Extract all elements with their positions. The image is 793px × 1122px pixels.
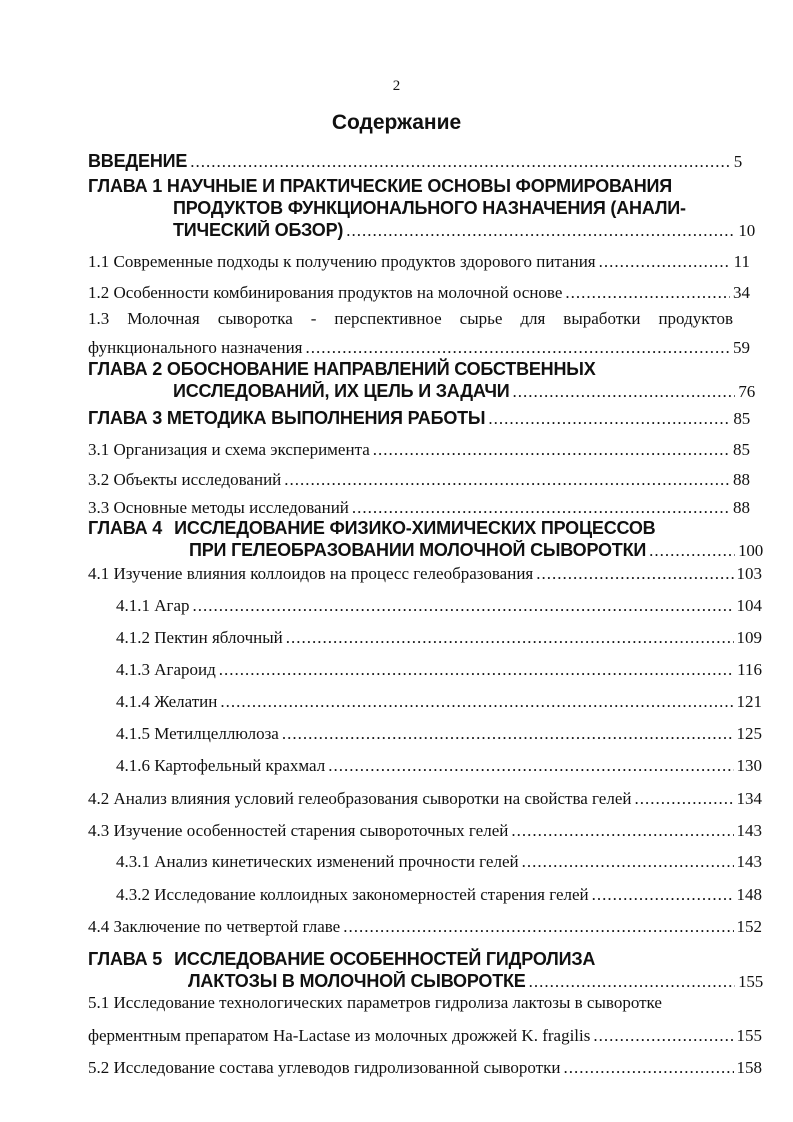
- toc-leader-dots: [522, 852, 734, 872]
- toc-chapter-title: ИССЛЕДОВАНИЕ ФИЗИКО-ХИМИЧЕСКИХ ПРОЦЕССОВ: [174, 518, 656, 538]
- toc-leader-dots: [529, 972, 735, 992]
- toc-chapter-1-line2: ПРОДУКТОВ ФУНКЦИОНАЛЬНОГО НАЗНАЧЕНИЯ (АНАЛИ-: [173, 198, 686, 218]
- toc-chapter-prefix: ГЛАВА 4: [88, 518, 163, 538]
- toc-entry-page: 85: [733, 409, 750, 428]
- toc-entry-page: 134: [736, 789, 762, 808]
- toc-leader-dots: [328, 756, 733, 776]
- toc-chapter-4-line1: [88, 518, 655, 539]
- toc-entry-4-4: [88, 917, 762, 937]
- toc-chapter-2: [173, 381, 755, 402]
- toc-entry-page: 143: [736, 852, 762, 871]
- toc-entry-label: 3.2 Объекты исследований: [88, 470, 282, 489]
- toc-entry-page: 155: [738, 972, 763, 991]
- toc-entry-3-2: [88, 470, 750, 490]
- toc-entry-1-3: [88, 338, 750, 358]
- toc-entry-4-2: [88, 789, 762, 809]
- toc-leader-dots: [592, 885, 734, 905]
- toc-entry-page: 103: [736, 564, 762, 583]
- toc-leader-dots: [599, 252, 731, 272]
- toc-leader-dots: [563, 1058, 733, 1078]
- toc-entry-label: 3.3 Основные методы исследований: [88, 498, 349, 517]
- toc-leader-dots: [190, 152, 731, 172]
- toc-leader-dots: [536, 564, 733, 584]
- toc-entry-3-3: [88, 498, 750, 518]
- toc-entry-1-1: [88, 252, 750, 272]
- toc-entry-3-1: [88, 440, 750, 460]
- toc-entry-label: ИССЛЕДОВАНИЙ, ИХ ЦЕЛЬ И ЗАДАЧИ: [173, 381, 510, 401]
- toc-entry-4-1-4: [116, 692, 762, 712]
- toc-entry-1-3-line1: 1.3 Молочная сыворотка - перспективное сырье для выработки продуктов: [88, 309, 733, 328]
- toc-entry-page: 158: [736, 1058, 762, 1077]
- toc-entry-label: 4.1.3 Агароид: [116, 660, 216, 679]
- toc-leader-dots: [286, 628, 734, 648]
- toc-leader-dots: [511, 821, 733, 841]
- toc-entry-label: 4.1.6 Картофельный крахмал: [116, 756, 326, 775]
- toc-entry-4-1-6: [116, 756, 762, 776]
- toc-entry-4-1-5: [116, 724, 762, 744]
- toc-title: Содержание: [331, 111, 462, 134]
- toc-entry-page: 152: [736, 917, 762, 936]
- toc-entry-page: 59: [733, 338, 750, 357]
- toc-entry-page: 116: [737, 660, 762, 679]
- toc-leader-dots: [634, 789, 733, 809]
- toc-entry-label: 4.1.1 Агар: [116, 596, 190, 615]
- toc-chapter-1: [173, 220, 755, 241]
- toc-chapter-5-line1: [88, 949, 595, 970]
- toc-entry-label: ГЛАВА 3 МЕТОДИКА ВЫПОЛНЕНИЯ РАБОТЫ: [88, 408, 486, 428]
- toc-entry-page: 125: [736, 724, 762, 743]
- toc-chapter-5: [188, 971, 763, 992]
- toc-leader-dots: [219, 660, 734, 680]
- toc-entry-page: 11: [733, 252, 750, 271]
- toc-entry-label: 4.1.5 Метилцеллюлоза: [116, 724, 279, 743]
- toc-leader-dots: [513, 382, 736, 402]
- toc-entry-page: 104: [736, 596, 762, 615]
- toc-entry-label: 4.2 Анализ влияния условий гелеобразования сыворотки на свойства гелей: [88, 789, 632, 808]
- toc-entry-page: 100: [738, 541, 763, 560]
- toc-entry-label: ПРИ ГЕЛЕОБРАЗОВАНИИ МОЛОЧНОЙ СЫВОРОТКИ: [189, 540, 647, 560]
- toc-entry-page: 88: [733, 470, 750, 489]
- toc-entry-4-1: [88, 564, 762, 584]
- toc-entry-page: 155: [736, 1026, 762, 1045]
- toc-entry-label: 4.1.2 Пектин яблочный: [116, 628, 283, 647]
- toc-chapter-3: [88, 408, 750, 429]
- toc-entry-label: 4.3.1 Анализ кинетических изменений прочности гелей: [116, 852, 519, 871]
- toc-entry-label: ТИЧЕСКИЙ ОБЗОР): [173, 220, 344, 240]
- toc-entry-1-2: [88, 283, 750, 303]
- toc-entry-page: 148: [736, 885, 762, 904]
- toc-entry-page: 109: [736, 628, 762, 647]
- toc-leader-dots: [306, 338, 730, 358]
- toc-leader-dots: [193, 596, 734, 616]
- toc-leader-dots: [346, 221, 735, 241]
- toc-leader-dots: [488, 409, 730, 429]
- toc-entry-4-3-1: [116, 852, 762, 872]
- toc-entry-4-1-3: [116, 660, 762, 680]
- toc-leader-dots: [282, 724, 734, 744]
- toc-entry-page: 10: [738, 221, 755, 240]
- toc-entry-label: 1.1 Современные подходы к получению продуктов здорового питания: [88, 252, 596, 271]
- toc-leader-dots: [220, 692, 733, 712]
- toc-entry-page: 121: [736, 692, 762, 711]
- toc-entry-page: 85: [733, 440, 750, 459]
- toc-entry-page: 143: [736, 821, 762, 840]
- toc-leader-dots: [565, 283, 730, 303]
- toc-entry-page: 130: [736, 756, 762, 775]
- toc-entry-label: 4.1 Изучение влияния коллоидов на процесс гелеобразования: [88, 564, 534, 583]
- toc-entry-page: 88: [733, 498, 750, 517]
- toc-entry-4-3-2: [116, 885, 762, 905]
- toc-entry-page: 5: [733, 152, 742, 171]
- toc-chapter-2-line1: ГЛАВА 2 ОБОСНОВАНИЕ НАПРАВЛЕНИЙ СОБСТВЕННЫХ: [88, 359, 596, 379]
- toc-leader-dots: [593, 1026, 733, 1046]
- toc-chapter-4: [189, 540, 763, 561]
- page-number: 2: [392, 78, 401, 94]
- toc-entry-label: функционального назначения: [88, 338, 303, 357]
- toc-entry-4-1-1: [116, 596, 762, 616]
- toc-entry-label: 4.4 Заключение по четвертой главе: [88, 917, 341, 936]
- toc-entry-label: 4.1.4 Желатин: [116, 692, 218, 711]
- toc-leader-dots: [343, 917, 733, 937]
- toc-entry-label: ферментным препаратом Ha-Lactase из молочных дрожжей K. fragilis: [88, 1026, 591, 1045]
- toc-entry-5-1-line1: 5.1 Исследование технологических параметров гидролиза лактозы в сыворотке: [88, 993, 662, 1012]
- toc-entry-label: ВВЕДЕНИЕ: [88, 151, 188, 171]
- toc-entry-page: 76: [738, 382, 755, 401]
- toc-entry-label: ЛАКТОЗЫ В МОЛОЧНОЙ СЫВОРОТКЕ: [188, 971, 526, 991]
- toc-chapter-title: ИССЛЕДОВАНИЕ ОСОБЕННОСТЕЙ ГИДРОЛИЗА: [174, 949, 596, 969]
- toc-chapter-prefix: ГЛАВА 5: [88, 949, 163, 969]
- toc-entry-label: 5.2 Исследование состава углеводов гидролизованной сыворотки: [88, 1058, 561, 1077]
- toc-leader-dots: [284, 470, 730, 490]
- toc-entry-label: 1.2 Особенности комбинирования продуктов на молочной основе: [88, 283, 563, 302]
- toc-entry-5-1: [88, 1026, 762, 1046]
- toc-entry-label: 4.3 Изучение особенностей старения сывороточных гелей: [88, 821, 509, 840]
- toc-entry-4-1-2: [116, 628, 762, 648]
- toc-leader-dots: [352, 498, 730, 518]
- toc-entry-4-3: [88, 821, 762, 841]
- toc-entry-page: 34: [733, 283, 750, 302]
- toc-entry-intro: [88, 151, 742, 172]
- toc-entry-label: 3.1 Организация и схема эксперимента: [88, 440, 370, 459]
- toc-entry-label: 4.3.2 Исследование коллоидных закономерностей старения гелей: [116, 885, 589, 904]
- toc-entry-5-2: [88, 1058, 762, 1078]
- toc-leader-dots: [373, 440, 730, 460]
- toc-leader-dots: [649, 541, 735, 561]
- toc-chapter-1-line1: ГЛАВА 1 НАУЧНЫЕ И ПРАКТИЧЕСКИЕ ОСНОВЫ ФОРМИРОВАНИЯ: [88, 176, 672, 196]
